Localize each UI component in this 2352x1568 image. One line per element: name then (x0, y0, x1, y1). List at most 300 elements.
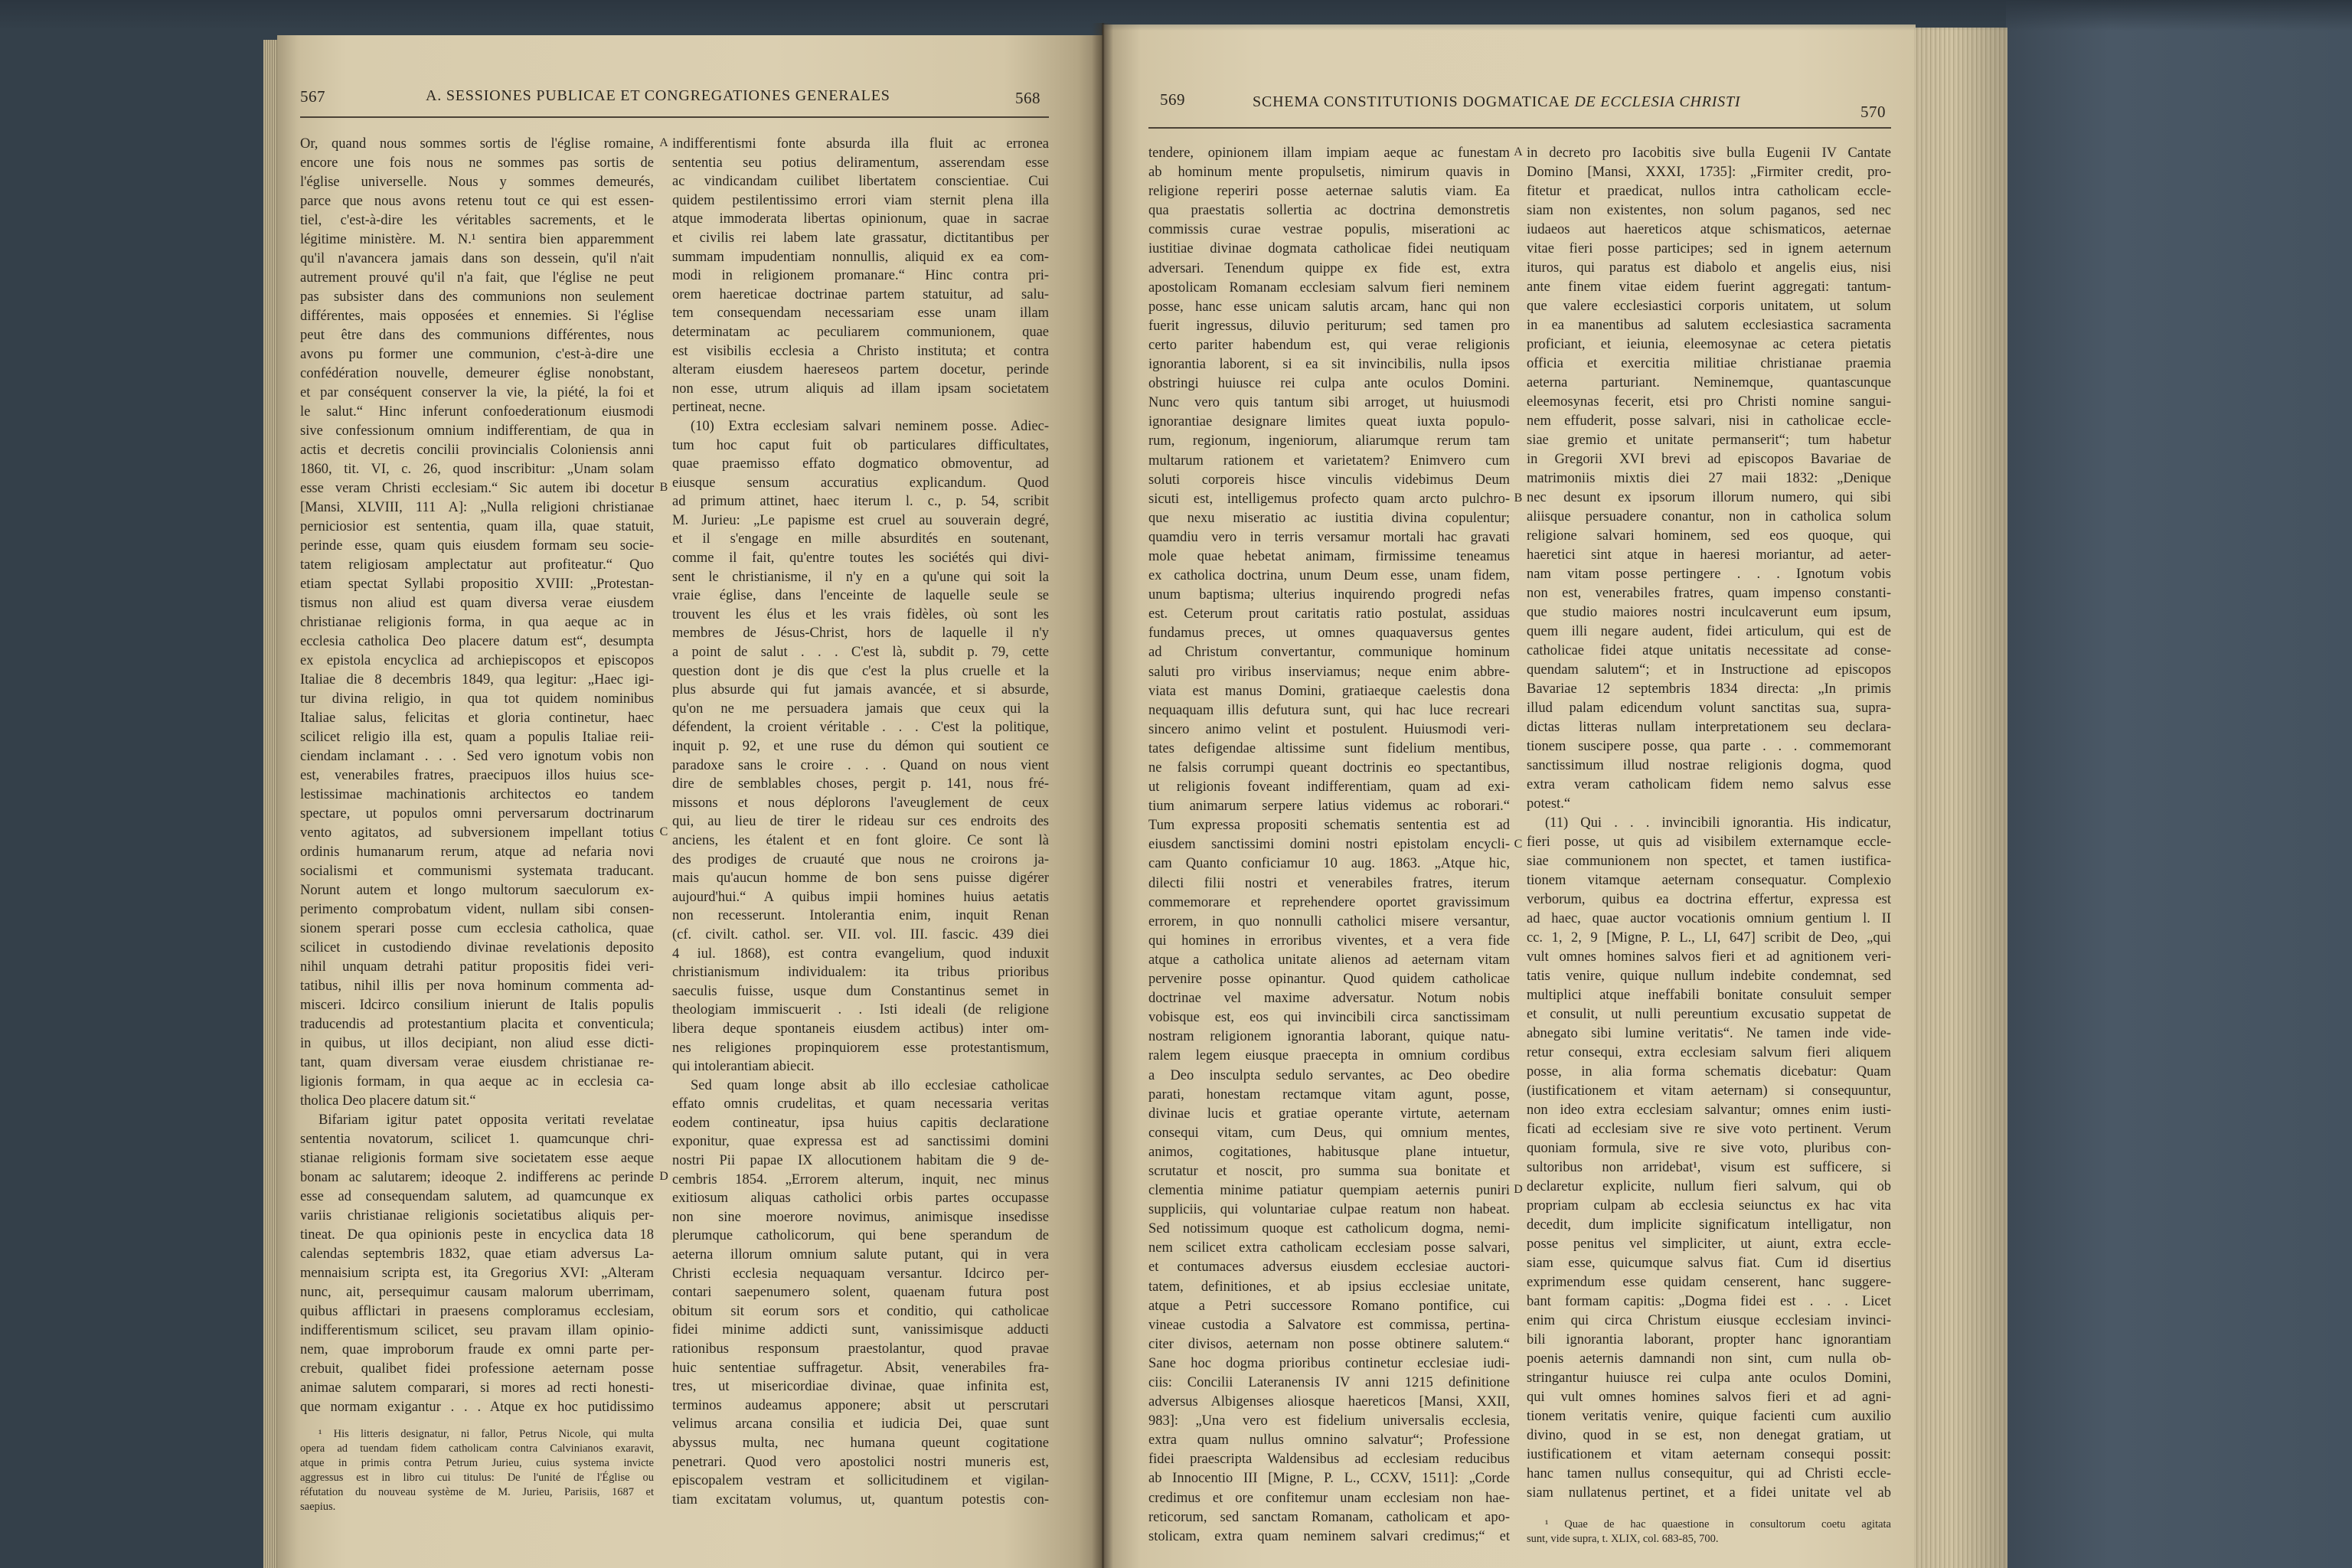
text-line: qui vult omnes homines salvos fieri et ad agni- (1527, 1390, 1891, 1405)
text-line: ¹ His litteris designatur, ni fallor, Petrus Nicole, qui multa (318, 1428, 654, 1440)
text-line: sincero animo velint et postulent. Huiusmodi veri- (1148, 721, 1510, 737)
text-line: [Mansi, XLVIII, 111 A]: „Nulla religioni christianae (300, 500, 654, 515)
text-line: posse, hanc esse unicam salutis arcam, hanc qui non (1148, 299, 1510, 315)
text-line: indifferentismi fonte absurda illa fluit ac erronea (672, 136, 1049, 152)
text-line: tionem veritatis venire, quique facienti cum auxilio (1527, 1409, 1891, 1424)
text-line: Sed quam longe absit ab illo ecclesiae catholicae (691, 1077, 1049, 1093)
text-line: est, venerabiles fratres, praecipuos illos huius sce- (300, 768, 654, 783)
text-line: atque a Petri successore Romano pontifice, cui (1148, 1298, 1510, 1314)
text-line: nequaquam illis defutura sunt, qui hac luce recreari (1148, 702, 1510, 718)
text-line: (11) Qui . . . invincibili ignorantia. His indicatur, (1545, 815, 1891, 831)
text-line: membres de Jésus-Christ, hors de laquelle il n'y (672, 626, 1049, 642)
text-line: credimus et ore confitemur unam ecclesiam non hae- (1148, 1490, 1510, 1506)
text-line: siam esse, quicumque salvus fiat. Cum id disertius (1527, 1256, 1891, 1271)
text-line: inquit p. 92, et une ruse du démon qui soutient ce (672, 739, 1049, 754)
text-line: anciens, les étalent et en font gloire. Ce sont là (672, 832, 1049, 848)
text-line: quibus afflictari in praesens comploramus ecclesiam, (300, 1304, 654, 1319)
text-line: spectare, ut populos omni perversarum doctrinarum (300, 806, 654, 822)
text-line: enim qui circa Christum eiusque ecclesiam invinci- (1527, 1313, 1891, 1328)
text-line: terminos audeamus apponere; absit ut perscrutari (672, 1397, 1049, 1413)
page-number: 567 (300, 87, 325, 106)
text-line: sunt, vide supra, t. XLIX, col. 683-85, 700. (1527, 1533, 1719, 1545)
text-line: christianismum individualem: ita tribus prioribus (672, 965, 1049, 981)
text-line: viata est manus Domini, gratiaeque caelestis dona (1148, 683, 1510, 699)
text-line: christianae religionis forma, in qua aeque ac in (300, 615, 654, 630)
text-line: fuerit ingressus, diluvio periturum; sed tamen pro (1148, 318, 1510, 334)
text-line: ex catholica doctrina, unum Deum esse, unam fidem, (1148, 568, 1510, 584)
text-line: citer divisos, aeternam non posse obtinere salutem.“ (1148, 1336, 1510, 1352)
text-line: légitime ministère. M. N.¹ sentira bien apparemment (300, 232, 654, 247)
table-surface (2006, 0, 2352, 1568)
text-line: non sine moerore novimus, animisque insedisse (672, 1209, 1049, 1225)
text-line: cam Quanto conficiamur 10 aug. 1863. „Atque hic, (1148, 856, 1510, 872)
text-line: eleemosynas fecerit, etsi pro Christi nomine sangui- (1527, 394, 1891, 410)
text-line: perimento comprobatum vident, nullam sibi consen- (300, 902, 654, 917)
text-line: divinae lucis et gratiae operante virtute, aeternam (1148, 1106, 1510, 1122)
text-line: encore une fois nous ne sommes pas sortis de (300, 155, 654, 171)
text-line: (cf. civilt. cathol. ser. VII. vol. III. fascic. 439 diei (672, 926, 1049, 942)
text-line: et consulit, ut nulli pereuntium excusatio suppetat de (1527, 1007, 1891, 1022)
text-line: vobisque est, eos qui invincibili circa sanctissimam (1148, 1010, 1510, 1026)
text-line: alteram eiusdem haereseos partem docetur, perinde (672, 362, 1049, 378)
text-line: tates defigendae altissime sunt fidelium mentibus, (1148, 740, 1510, 756)
text-line: nostram religionem ignorantia laborant, quique natu- (1148, 1029, 1510, 1045)
text-line: qui intolerantiam abiecit. (672, 1059, 815, 1075)
text-line: declaretur explicite, nullum fieri salvum, qui ob (1527, 1179, 1891, 1194)
text-line: adversus Albigenses aliosque haereticos [Mansi, XXII, (1148, 1394, 1510, 1410)
text-line: extra quam nullus omnino salvatur“; Professione (1148, 1432, 1510, 1449)
text-line: quendam salutem“; et in Instructione ad episcopos (1527, 662, 1891, 678)
text-line: et contumaces adversus eiusdem ecclesiae auctori- (1148, 1259, 1510, 1276)
text-line: in ea manentibus ad salutem ecclesiastica sacramenta (1527, 318, 1891, 333)
text-line: abnegato sibi lumine veritatis“. Ne tamen inde vide- (1527, 1026, 1891, 1041)
text-line: sive confessionum omnium indifferentiam, de qua in (300, 423, 654, 439)
text-line: vitae fieri posse participes; sed in ignem aeternum (1527, 241, 1891, 256)
text-line: posse, in alia forma schematis dicebatur: Quam (1527, 1064, 1891, 1080)
text-line: indifferentismum scilicet, seu pravam illam opinio- (300, 1323, 654, 1338)
text-line: Italiae salus, felicitas et gloria continetur, haec (300, 710, 654, 726)
text-line: tatem, definitiones, et ab ipsius ecclesiae unitate, (1148, 1279, 1510, 1295)
text-line: bant formam capitis: „Dogma fidei est . . . Licet (1527, 1294, 1891, 1309)
text-line: verborum, quibus ea doctrina effertur, expressa est (1527, 892, 1891, 907)
text-line: Tum expressa propositi schematis sententia est ad (1148, 818, 1510, 834)
text-line: vraie église, dans l'enceinte de laquelle seule se (672, 588, 1049, 604)
text-line: ralem legem eiusque praecepta in omnium cordibus (1148, 1048, 1510, 1064)
text-line: decedit, dum implicite significatum intelligatur, non (1527, 1217, 1891, 1233)
text-line: ficati ad ecclesiam sive re sive voto pertinent. Verum (1527, 1122, 1891, 1137)
text-line: rationibus responsum praestolantur, quod pravae (672, 1341, 1049, 1357)
text-line: velimus arcana consilia et iudicia Dei, quae sunt (672, 1416, 1049, 1432)
margin-letter: C (659, 825, 668, 838)
text-line: sicuti est, intelligemus profecto quam arcto pulchro- (1148, 491, 1510, 507)
text-line: fidei praescripta Waldensibus ad ecclesiam reducibus (1148, 1452, 1510, 1468)
right-page-column-1 (1148, 144, 1510, 1547)
text-line: qua praestatis sollertia ac doctrina demonstretis (1148, 203, 1510, 219)
text-line: trouvent les élus et les vrais fidèles, où sont les (672, 606, 1049, 622)
text-line: quae praemisso effato dogmatico obmoventur, ad (672, 456, 1049, 472)
text-line: ignorantia laborent, si ea sit invincibilis, nulla ipsos (1148, 357, 1510, 373)
text-line: a Deo insculpta sedulo servantes, ac Deo obedire (1148, 1067, 1510, 1083)
text-line: exprimendum esse quidam censerent, hanc suggere- (1527, 1275, 1891, 1290)
text-line: nem scilicet extra catholicam ecclesiam posse salvari, (1148, 1240, 1510, 1256)
text-line: ne falsis corrumpi queant doctrinis eo spectantibus, (1148, 760, 1510, 776)
text-line: parce que nous avons retenu tout ce qui est essen- (300, 194, 654, 209)
text-line: in Gregorii XVI brevi ad episcopos Bavariae de (1527, 452, 1891, 467)
text-line: quem illi negare audent, fidei articulum, qui est de (1527, 624, 1891, 639)
running-head: A. SESSIONES PUBLICAE ET CONGREGATIONES GENERALES (426, 87, 890, 104)
text-line: stolicam, extra quam neminem salvari credimus;“ et (1148, 1528, 1510, 1544)
text-line: ad primum attinet, haec iterum l. c., p. 54, scribit (672, 494, 1049, 510)
text-line: nes religiones propinquiorem esse protestantismum, (672, 1040, 1049, 1056)
text-line: fieri posse, ut quis ad visibilem externamque eccle- (1527, 835, 1891, 850)
text-line: ad haec, quae auctor vocationis omnium gentium l. II (1527, 911, 1891, 926)
text-line: nihil unquam detrahi patitur propositis fidei veri- (300, 959, 654, 975)
text-line: haeretici sint atque in haeresi moriantur, ad aeter- (1527, 547, 1891, 563)
text-line: des prodiges de cruauté que nous ne croirons ja- (672, 851, 1049, 867)
text-line: nunc, ait, persequimur causam malorum uberrimam, (300, 1285, 654, 1300)
text-line: atque a catholica unitate alienos ad aeternam vitam (1148, 952, 1510, 968)
text-line: fitetur et praedicat, nullos intra catholicam eccle- (1527, 184, 1891, 199)
margin-letter: B (1514, 492, 1523, 505)
text-line: sent le christianisme, il n'y en a qu'une qui soit la (672, 569, 1049, 585)
text-line: reticorum, sed sanctam Romanam, catholicam et apo- (1148, 1509, 1510, 1525)
text-line: obstringi huiusce rei culpa ante oculos Domini. (1148, 376, 1510, 392)
text-line: et par conséquent conserver la vie, la piété, la foi et (300, 385, 654, 400)
text-line: que nexu miseratio ac iustitia divina copulentur; (1148, 510, 1510, 526)
text-line: missons et nous déplorons l'aveuglement de ceux (672, 795, 1049, 811)
text-line: bili ignorantia laborant, propter hanc ignorantiam (1527, 1332, 1891, 1348)
text-line: 983]: „Una vero est fidelium universalis ecclesia, (1148, 1413, 1510, 1429)
text-line: obitum sit eorum sors et conditio, qui catholicae (672, 1303, 1049, 1319)
text-line: que normam exigantur . . . Atque ex hoc putidissimo (300, 1400, 654, 1415)
text-line: Domino [Mansi, XXXI, 1735]: „Firmiter credit, pro- (1527, 165, 1891, 180)
text-line: libera deque spontaneis eiusdem actibus) inter om- (672, 1021, 1049, 1037)
text-line: esse ad consequendam salutem, ad quamcunque ex (300, 1189, 654, 1204)
margin-letter: B (659, 481, 668, 494)
text-line: religione reperiri posse aeternae salutis viam. Ea (1148, 184, 1510, 200)
text-line: cc. 1, 2, 9 [Migne, P. L., LI, 647] scribit de Deo, „qui (1527, 930, 1891, 946)
text-line: etiam spectat Syllabi propositio XVIII: „Protestan- (300, 577, 654, 592)
text-line: ad Christum convertantur, communique hominum (1148, 645, 1510, 661)
text-line: ante finem vitae eidem fuerint aggregati: tantum- (1527, 279, 1891, 295)
margin-letter: A (659, 136, 668, 149)
text-line: tatibus, nihil illis per nova hominum commenta ad- (300, 978, 654, 994)
text-line: qu'il n'avancera jamais dans son dessein, qu'il n'ait (300, 251, 654, 266)
text-line: tum hoc caput fuit ob particulares difficultates, (672, 437, 1049, 453)
text-line: non recesserunt. Intolerantia enim, inquit Renan (672, 908, 1049, 924)
running-head-italic: DE ECCLESIA CHRISTI (1574, 93, 1741, 110)
margin-letter: A (1514, 145, 1523, 158)
text-line: certo pariter habendum est, qui verae religionis (1148, 337, 1510, 353)
text-line: M. Jurieu: „Le papisme est cruel au souverain degré, (672, 512, 1049, 528)
text-line: tionem suscipere posse, qua parte . . . commemorant (1527, 739, 1891, 754)
text-line: perniciosior est sententia, quam illa, quae statuit, (300, 519, 654, 534)
text-line: iustitiae divinae dogmata catholicae fidei neutiquam (1148, 241, 1510, 257)
text-line: exponitur, quae expressa est ad sanctissimi domini (672, 1134, 1049, 1150)
text-line: tur divina religio, in qua tot quidem nominibus (300, 691, 654, 707)
text-line: ab Innocentio III [Migne, P. L., CCXV, 1511]: „Corde (1148, 1471, 1510, 1487)
text-line: quidem pestilentissimo errori viam sternit plena illa (672, 192, 1049, 208)
text-line: scilicet in custodiendo divinae revelationis deposito (300, 940, 654, 956)
text-line: plerumque catholicorum, qui bene sperandum de (672, 1228, 1049, 1244)
margin-letter: D (1514, 1183, 1523, 1196)
text-line: tionem vitamque aeternam consequatur. Complexio (1527, 873, 1891, 888)
text-line: plus absurde qui fut jamais avancée, et si absurde, (672, 682, 1049, 698)
text-line: multarum rationem et varietatem? Enimvero cum (1148, 452, 1510, 469)
text-line: le salut.“ Hinc inferunt confoederationum eiusmodi (300, 404, 654, 420)
text-line: tium animarum serpere latius videmus ac roborari.“ (1148, 799, 1510, 815)
text-line: question dont je dis que c'est la plus cruelle et la (672, 663, 1049, 679)
margin-letter: C (1514, 838, 1523, 851)
left-page-edges (263, 40, 279, 1568)
text-line: Or, quand nous sommes sortis de l'église romaine, (300, 136, 654, 152)
text-line: Bifariam igitur patet opposita veritati revelatae (318, 1112, 654, 1128)
text-line: Christi ecclesia nequaquam versantur. Idcirco per- (672, 1266, 1049, 1282)
text-line: nec desunt ex ipsorum illorum numero, qui sibi (1527, 490, 1891, 505)
text-line: que valere ecclesiastici corporis unitatem, ut solum (1527, 299, 1891, 314)
text-line: ituros, qui paratus est diabolo et angelis eius, nisi (1527, 260, 1891, 276)
page-number: 570 (1860, 103, 1886, 121)
text-line: nem effuderit, posse salvari, nisi in catholicae eccle- (1527, 413, 1891, 429)
left-page-footnote (300, 1427, 654, 1514)
text-line: divino, quod in se est, non denegat gratiam, ut (1527, 1428, 1891, 1443)
text-line: Sed notissimum quoque est catholicum dogma, nemi- (1148, 1221, 1510, 1237)
text-line: theologiam immiscuerit . . Isti ideali (de religione (672, 1002, 1049, 1018)
text-line: tismus non aliud est quam diversa verae eiusdem (300, 596, 654, 611)
text-line: Nunc vero quis tantum sibi arroget, ut huiusmodi (1148, 395, 1510, 411)
text-line: exitiosum aliquas catholici orbis partes occupasse (672, 1191, 1049, 1207)
text-line: potest.“ (1527, 796, 1571, 812)
text-line: (10) Extra ecclesiam salvari neminem posse. Adiec- (691, 418, 1049, 434)
text-line: vult omnes homines salvos fieri et ad agnitionem veri- (1527, 949, 1891, 965)
text-line: lestissimae machinationis architectos eo tandem (300, 787, 654, 802)
text-line: ex epistola encyclica ad archiepiscopos et episcopos (300, 653, 654, 668)
text-line: siae communionem non spectet, et tamen iustifica- (1527, 854, 1891, 869)
text-line: traducendis ad protestantium placita et conventicula; (300, 1017, 654, 1032)
text-line: mais qu'aucun homme de bon sens puisse digérer (672, 871, 1049, 887)
text-line: opera ad tuendam fidem catholicam contra Calvinianos exaravit, (300, 1442, 654, 1455)
text-line: aeterna illorum omnium salute putant, qui in vera (672, 1247, 1049, 1263)
text-line: dictas litteras nullam interpretationem seu declara- (1527, 720, 1891, 735)
top-shadow (0, 0, 2352, 31)
book-spine (1092, 23, 1113, 1568)
text-line: est visibilis ecclesia a Christo instituta; et contra (672, 343, 1049, 359)
text-line: non est, venerabiles fratres, quam impenso constanti- (1527, 586, 1891, 601)
text-line: vineae custodia a Salvatore est commissa, pertina- (1148, 1317, 1510, 1333)
text-line: fundamus preces, ut omnes quaquaversus gentes (1148, 626, 1510, 642)
text-line: aeterna parturiant. Neminemque, quantascunque (1527, 375, 1891, 390)
text-line: tatem religiosam amplectatur aut profiteatur.“ Quo (300, 557, 654, 573)
text-line: (iustificationem et vitam aeternam) si consequuntur, (1527, 1083, 1891, 1099)
text-line: pas subsister dans des communions non seulement (300, 289, 654, 305)
text-line: 1860, tit. VI, c. 26, quod inscribitur: „Unam solam (300, 462, 654, 477)
text-line: comme il fait, qu'entre toutes les sociétés qui divi- (672, 550, 1049, 567)
text-line: mole quae hebetat animam, firmissime teneamus (1148, 548, 1510, 564)
text-line: proficiant, et ieiunia, eleemosynae ac cetera pietatis (1527, 337, 1891, 352)
text-line: esse veram Christi ecclesiam.“ Sic autem ibi docetur (300, 481, 654, 496)
text-line: ut religionis foveant indifferentiam, quam ad exi- (1148, 779, 1510, 795)
page-number: 568 (1015, 89, 1040, 107)
text-line: extra veram catholicam fidem nemo salvus esse (1527, 777, 1891, 792)
text-line: tem consequendam necessariam esse unam illam (672, 305, 1049, 322)
text-line: sententia novatorum, scilicet 1. quamcunque chri- (300, 1132, 654, 1147)
text-line: soluti corporeis hisce vinculis videbimus Deum (1148, 472, 1510, 488)
text-line: quamdiu vero in terris versamur mortali hac gravati (1148, 529, 1510, 545)
text-line: poenis aeternis damnandi non sint, cum nulla ob- (1527, 1351, 1891, 1367)
text-line: atque in primis contra Petrum Jurieu, cuius systema invicte (300, 1457, 654, 1469)
text-line: tineat. De qua opinionis peste in encyclica data 18 (300, 1227, 654, 1243)
text-line: officia et exercitia militiae christianae praemia (1527, 356, 1891, 371)
text-line: différentes, mais opposées et ennemies. Si l'église (300, 309, 654, 324)
text-line: défendent, la croient véritable . . . C'est la politique, (672, 720, 1049, 736)
left-page-column-2 (672, 135, 1049, 1509)
text-line: pervenire posse opinantur. Quod quidem catholicae (1148, 972, 1510, 988)
text-line: stianae religionis formam sive societatem esse aeque (300, 1151, 654, 1166)
text-line: tant, quam diversam verae eiusdem christianae re- (300, 1055, 654, 1070)
text-line: ligionis formam, in qua aeque ac in ecclesia ca- (300, 1074, 654, 1089)
text-line: Sane hoc dogma prioribus continetur ecclesiae iudi- (1148, 1355, 1510, 1371)
text-line: ecclesia catholica Deo placere datum est“, desumpta (300, 634, 654, 649)
text-line: tendere, opinionem illam impiam aeque ac funestam (1148, 145, 1510, 161)
text-line: saepius. (300, 1501, 336, 1513)
text-line: peut être dans des communions différentes, nous (300, 328, 654, 343)
text-line: doctrinae vel maxime adversatur. Notum nobis (1148, 991, 1510, 1007)
text-line: misceri. Idcirco consilium inierunt de Italis populis (300, 998, 654, 1013)
text-line: retur consequi, extra ecclesiam salvum fieri aliquem (1527, 1045, 1891, 1060)
text-line: rum, regionum, ingeniorum, aliarumque rerum tam (1148, 433, 1510, 449)
text-line: sententia seu potius deliramentum, asserendam esse (672, 155, 1049, 171)
text-line: autrement prouvé qu'il n'a fait, que l'église ne peut (300, 270, 654, 286)
text-line: religione salvari hominem, sed eos quoque, qui (1527, 528, 1891, 544)
text-line: cembris 1854. „Errorem alterum, inquit, nec minus (672, 1171, 1049, 1187)
text-line: catholicae fidei atque unitatis necessitate ad conse- (1527, 643, 1891, 658)
text-line: confédération nouvelle, demeurer église nonobstant, (300, 366, 654, 381)
text-line: determinatam ac peculiarem communionem, quae (672, 324, 1049, 340)
text-line: réfutation du nouveau système de M. Jurieu, Parisiis, 1687 et (300, 1486, 654, 1498)
text-line: l'église universelle. Nous y sommes demeurés, (300, 175, 654, 190)
text-line: paradoxe sans le croire . . . Quand on nous vient (672, 757, 1049, 773)
text-line: clementia minime patiatur quempiam aeternis puniri (1148, 1183, 1510, 1199)
text-line: saluti pro viribus inserviamus; neque enim abbre- (1148, 664, 1510, 680)
text-line: ab hominum mente propulsetis, nimirum quavis in (1148, 165, 1510, 181)
text-line: adversari. Tenendum quippe ex fide est, extra (1148, 260, 1510, 276)
text-line: fidei minime addicti sunt, vanissimisque adducti (672, 1322, 1049, 1338)
text-line: orem haereticae doctrinae partem statuitur, ad salu- (672, 286, 1049, 302)
text-line: ¹ Quae de hac quaestione in consultorum coetu agitata (1545, 1518, 1891, 1530)
text-line: tatis venire, quique nullum indebite condemnat, sed (1527, 969, 1891, 984)
text-line: Italiae die 8 decembris 1849, qua legitur: „Haec igi- (300, 672, 654, 688)
text-line: contari saepenumero solent, quaenam futura post (672, 1285, 1049, 1301)
text-line: ac vindicandam cuilibet libertatem conscientiae. Cui (672, 174, 1049, 190)
text-line: animos, cogitationes, habitusque plane intuetur, (1148, 1144, 1510, 1160)
text-line: effato omnis crudelitas, et quam necessaria veritas (672, 1096, 1049, 1112)
text-line: in quibus, ut illos decipiant, non aliud esse dicti- (300, 1036, 654, 1051)
text-line: hanc tamen nullus consequitur, qui ad Christi eccle- (1527, 1466, 1891, 1481)
text-line: et civilis rei labem late grassatur, dictitantibus per (672, 230, 1049, 246)
text-line: tiam excitatam volumus, ut, quantum potestis con- (672, 1491, 1049, 1508)
text-line: crebuit, qualibet fidei professione aeternam posse (300, 1361, 654, 1377)
right-page-column-2 (1527, 144, 1891, 1503)
text-line: iustificationem et vitam aeternam consequi possit: (1527, 1447, 1891, 1462)
text-line: bonam ac salutarem; ideoque 2. indifferens ac perinde (300, 1170, 654, 1185)
right-page-edges (1914, 28, 2007, 1568)
text-line: qui, au lieu de tirer le rideau sur ces endroits des (672, 814, 1049, 830)
right-page-footnote (1527, 1517, 1891, 1547)
text-line: scrutatur et noscit, pro summa sua bonitate et (1148, 1163, 1510, 1179)
text-line: abyssus multa, nec humana queunt cogitatione (672, 1435, 1049, 1451)
text-line: parati, honestam rectamque vitam agunt, posse, (1148, 1086, 1510, 1102)
text-line: stringantur huiusce rei culpa ante oculos Domini, (1527, 1370, 1891, 1386)
text-line: variis christianae religionis societatibus aliquis per- (300, 1208, 654, 1223)
text-line: pertineat, necne. (672, 400, 766, 416)
text-line: aujourd'hui.“ A quibus impii homines huius aetatis (672, 889, 1049, 905)
text-line: nostri Pii papae IX allocutionem habitam die 9 de- (672, 1153, 1049, 1169)
text-line: eiusque sensum accuratius explicandum. Quod (672, 475, 1049, 491)
text-line: multiplici atque ineffabili bonitate consuluit semper (1527, 988, 1891, 1003)
text-line: ignorantiae designare limites queat iuxta populo- (1148, 414, 1510, 430)
text-line: eiusdem sanctissimi domini nostri epistolam encycli- (1148, 837, 1510, 853)
text-line: unum baptisma; ulterius inquirendo progredi nefas (1148, 587, 1510, 603)
running-head-text: SCHEMA CONSTITUTIONIS DOGMATICAE (1253, 93, 1570, 110)
text-line: ciis: Concilii Lateranensis IV anni 1215 definitione (1148, 1375, 1510, 1390)
text-line: modi in religionem promanare.“ Hinc contra pri- (672, 268, 1049, 284)
text-line: summam impudentiam nonnullis, aliquid ex ea com- (672, 249, 1049, 265)
text-line: vento agitatos, ad subversionem impellant totius (300, 825, 654, 841)
text-line: mennaisium scripta est, ita Gregorius XVI: „Alteram (300, 1266, 654, 1281)
text-line: a point de salut . . . C'est là, subdit p. 79, cette (672, 645, 1049, 661)
text-line: in decreto pro Iacobitis sive bulla Eugenii IV Cantate (1527, 145, 1891, 161)
margin-letter: D (659, 1170, 668, 1183)
text-line: actis et decretis concilii provincialis Coloniensis anni (300, 443, 654, 458)
text-line: dire de semblables choses, pergit p. 141, nous fré- (672, 776, 1049, 792)
text-line: commissis curae vestrae populis, miserationi ac (1148, 222, 1510, 238)
text-line: sionem sperari posse cum ecclesia catholica, quae (300, 921, 654, 936)
text-line: penetrari. Quod vero apostolici nostri muneris est, (672, 1454, 1049, 1470)
text-line: tiel, c'est-à-dire les véritables sacrements, et le (300, 213, 654, 228)
text-line: consequi vitam, cum Deus, qui omnium mentes, (1148, 1125, 1510, 1141)
text-line: illud palam edicendum volunt sanctitas sua, supra- (1527, 701, 1891, 716)
text-line: eodem contineatur, ipsa huius capitis declaratione (672, 1115, 1049, 1131)
text-line: siae gremio et unitate permanserit“; tum habetur (1527, 433, 1891, 448)
text-line: posse penitus vel simpliciter, ut aiunt, extra eccle- (1527, 1236, 1891, 1252)
header-rule (1148, 127, 1891, 129)
text-line: qu'on ne me persuadera jamais que ceux qui la (672, 701, 1049, 717)
text-line: siam non existentes, non solum paganos, sed nec (1527, 203, 1891, 218)
text-line: tholica Deo placere datum sit.“ (300, 1093, 476, 1109)
text-line: que studio maiores nostri inculcaverunt eum ipsum, (1527, 605, 1891, 620)
text-line: dilecti filii nostri et venerabiles fratres, iterum (1148, 875, 1510, 891)
header-rule (300, 116, 1049, 118)
text-line: socialismi et communismi systemata traducant. (300, 864, 654, 879)
text-line: perinde esse, quam quis eiusdem formam seu socie- (300, 538, 654, 554)
text-line: apostolicam Romanam ecclesiam salvum fieri neminem (1148, 279, 1510, 296)
text-line: 4 iul. 1868), est contra evangelium, quod induxit (672, 946, 1049, 962)
text-line: ordinis humanarum rerum, atque ad nefaria novi (300, 844, 654, 860)
page-number: 569 (1160, 90, 1185, 109)
text-line: siam nullatenus pertinet, et a fidei unitate vel ab (1527, 1485, 1891, 1501)
text-line: sultoribus non arridebat¹, visum est sufficere, si (1527, 1160, 1891, 1175)
text-line: episcopalem vestram et sollicitudinem et vigilan- (672, 1473, 1049, 1489)
text-line: calendas septembris 1832, quae etiam adversus La- (300, 1246, 654, 1262)
text-line: huic sententiae suffragetur. Absit, venerabiles fra- (672, 1360, 1049, 1376)
text-line: sanctissimum illud nostrae religionis dogma, quod (1527, 758, 1891, 773)
text-line: ciendam inclamant . . . Sed vero ignotum vobis non (300, 749, 654, 764)
text-line: non ideo extra ecclesiam salvantur; omnes enim iusti- (1527, 1102, 1891, 1118)
text-line: est. Ceterum prout caritatis ratio postulat, assiduas (1148, 606, 1510, 622)
text-line: Norunt autem et longo multorum saeculorum ex- (300, 883, 654, 898)
text-line: errorem, in quo nonnulli catholici misere versantur, (1148, 913, 1510, 929)
text-line: commemorare et reprehendere oportet gravissimum (1148, 894, 1510, 910)
